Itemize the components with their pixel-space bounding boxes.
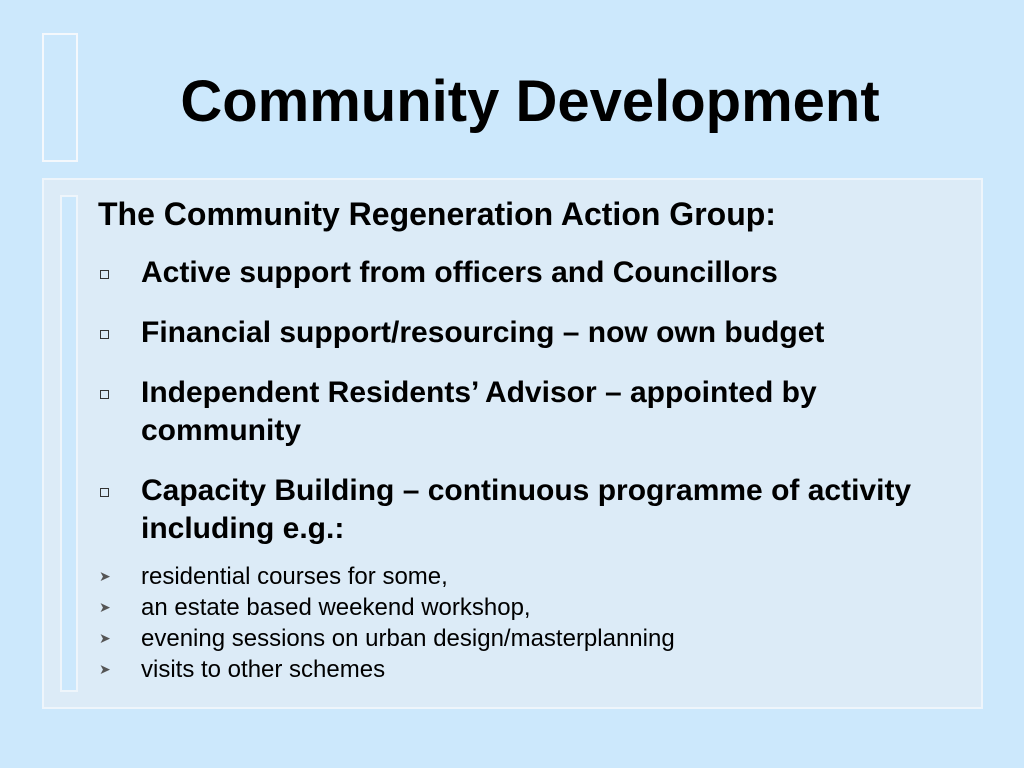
sub-bullet-item: [98, 561, 968, 592]
arrowhead-bullet-icon: ➤: [99, 661, 111, 677]
square-bullet-icon: [100, 488, 109, 497]
square-bullet-icon: [100, 330, 109, 339]
arrowhead-bullet-icon: ➤: [99, 630, 111, 646]
square-bullet-icon: [100, 270, 109, 279]
bullet-text: Capacity Building – continuous programme of activity including e.g.:: [141, 474, 912, 545]
bullet-item: [98, 374, 968, 450]
sub-bullet-text: an estate based weekend workshop,: [141, 594, 531, 621]
sub-bullet-text: visits to other schemes: [141, 656, 386, 683]
content-heading: The Community Regeneration Action Group:: [98, 196, 776, 232]
sub-bullet-list: [98, 561, 968, 685]
bullet-item: [98, 254, 968, 292]
arrowhead-bullet-icon: ➤: [99, 568, 111, 584]
content-accent-bar: [60, 195, 78, 692]
sub-bullet-text: evening sessions on urban design/masterplanning: [141, 625, 675, 652]
bullet-text: Active support from officers and Councillors: [141, 256, 778, 289]
sub-bullet-text: residential courses for some,: [141, 563, 448, 590]
bullet-list: [98, 254, 968, 570]
bullet-text: Financial support/resourcing – now own budget: [141, 316, 825, 349]
bullet-item: [98, 472, 968, 548]
bullet-text: Independent Residents’ Advisor – appointed by community: [141, 376, 817, 447]
square-bullet-icon: [100, 390, 109, 399]
slide-title: Community Development: [180, 69, 880, 134]
arrowhead-bullet-icon: ➤: [99, 599, 111, 615]
sub-bullet-item: [98, 592, 968, 623]
title-accent-bar: [42, 33, 78, 162]
bullet-item: [98, 314, 968, 352]
sub-bullet-item: [98, 623, 968, 654]
sub-bullet-item: [98, 654, 968, 685]
